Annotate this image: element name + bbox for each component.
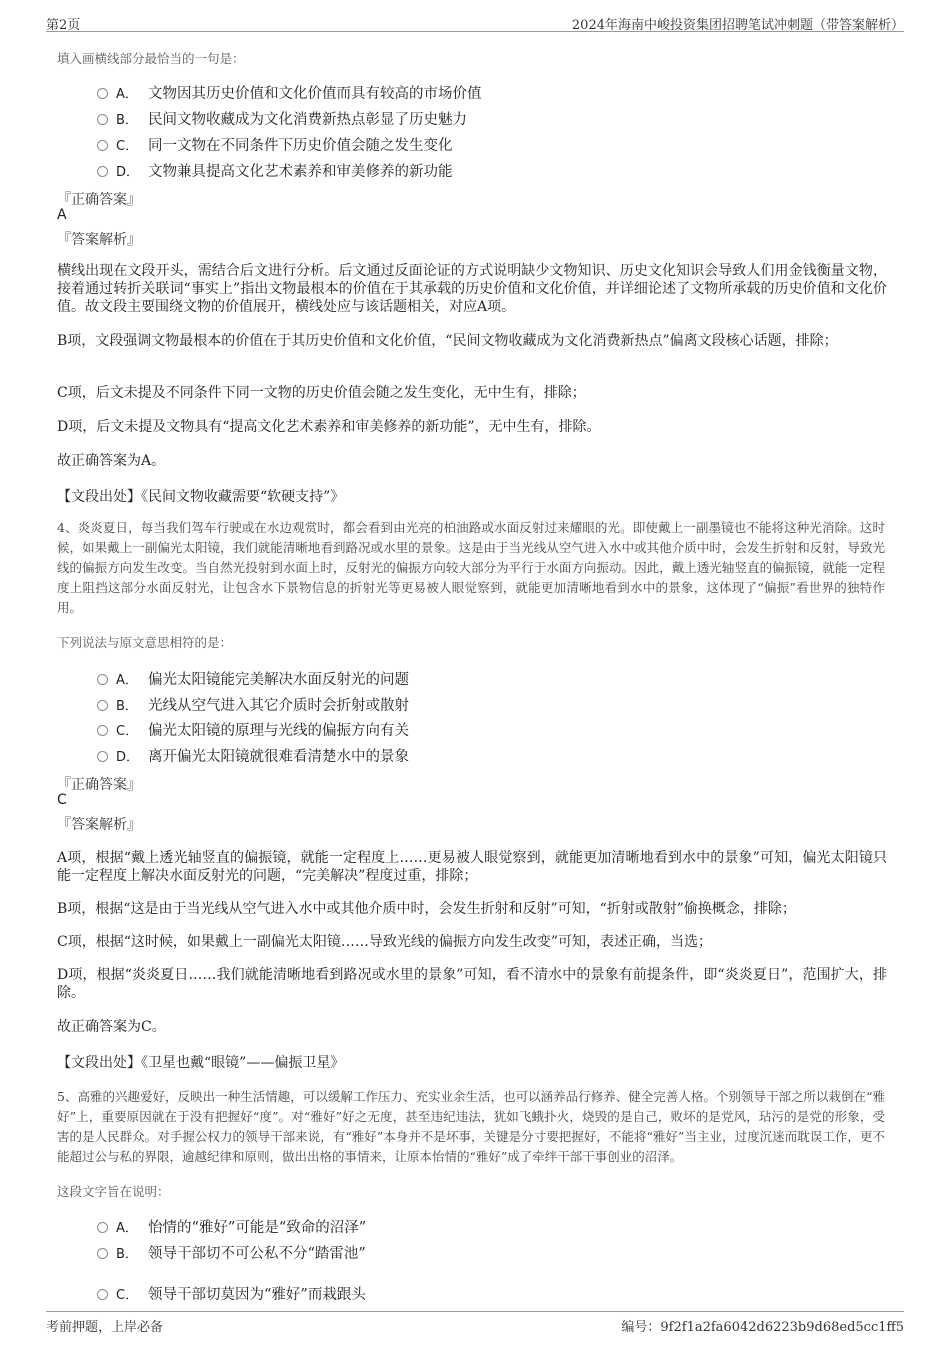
radio-icon[interactable] — [97, 725, 108, 736]
option-text: 民间文物收藏成为文化消费新热点彰显了历史魅力 — [148, 111, 467, 128]
q3-answer: A — [57, 207, 67, 223]
q3-option-d[interactable]: D． 文物兼具提高文化艺术素养和审美修养的新功能 — [97, 160, 453, 180]
option-text: 怡情的“雅好”可能是“致命的沼泽” — [148, 1219, 367, 1236]
option-text: 文物因其历史价值和文化价值而具有较高的市场价值 — [148, 85, 482, 102]
option-text: 同一文物在不同条件下历史价值会随之发生变化 — [148, 137, 453, 154]
page-number: 第2页 — [46, 18, 81, 33]
q3-option-c[interactable]: C． 同一文物在不同条件下历史价值会随之发生变化 — [97, 134, 453, 154]
page-footer — [46, 1311, 904, 1333]
q4-analysis-c: C项，根据“这时候，如果戴上一副偏光太阳镜……导致光线的偏振方向发生改变”可知，表述正确，当选； — [57, 934, 713, 950]
radio-icon[interactable] — [97, 140, 108, 151]
radio-icon[interactable] — [97, 114, 108, 125]
q4-option-c[interactable]: C． 偏光太阳镜的原理与光线的偏振方向有关 — [97, 719, 409, 739]
q4-analysis-d: D项，根据“炎炎夏日……我们就能清晰地看到路况或水里的景象”可知，看不清水中的景象有前提条件，即“炎炎夏日”，范围扩大，排除。 — [57, 967, 887, 1001]
q5-option-a[interactable]: A． 怡情的“雅好”可能是“致命的沼泽” — [97, 1216, 366, 1236]
q3-analysis-b: B项，文段强调文物最根本的价值在于其历史价值和文化价值，“民间文物收藏成为文化消费新热点”偏离文段核心话题，排除； — [57, 333, 838, 349]
q5-passage: 5、高雅的兴趣爱好，反映出一种生活情趣，可以缓解工作压力、充实业余生活，也可以涵养品行修养、健全完善人格。个别领导干部之所以栽倒在“雅好”上，重要原因就在于没有把握好“度”。对“雅好”好之无度，甚至违纪违法，犹如飞蛾扑火，烧毁的是自己，败坏的是党风，玷污的是党的形象，受害的是人民群众。对手握公权力的领导干部来说，有“雅好”本身并不是坏事，关键是分寸要把握好，不能将“雅好”当主业，过度沉迷而耽误工作，更不能超过公与私的界限，逾越纪律和原则，做出出格的事情来，让原本怡情的“雅好”成了牵绊干部干事创业的沼泽。 — [57, 1089, 885, 1164]
footer-slogan: 考前押题，上岸必备 — [46, 1320, 164, 1335]
q3-analysis-label: 『答案解析』 — [57, 232, 141, 248]
q4-conclusion: 故正确答案为C。 — [57, 1019, 166, 1035]
q5-prompt: 这段文字旨在说明： — [57, 1184, 170, 1199]
q3-analysis-c: C项，后文未提及不同条件下同一文物的历史价值会随之发生变化，无中生有，排除； — [57, 385, 586, 401]
q3-conclusion: 故正确答案为A。 — [57, 453, 166, 469]
radio-icon[interactable] — [97, 751, 108, 762]
q3-prompt: 填入画横线部分最恰当的一句是： — [57, 51, 245, 66]
option-text: 离开偏光太阳镜就很难看清楚水中的景象 — [148, 748, 409, 765]
q4-analysis-label: 『答案解析』 — [57, 817, 141, 833]
q3-option-b[interactable]: B． 民间文物收藏成为文化消费新热点彰显了历史魅力 — [97, 108, 467, 128]
q4-answer: C — [57, 792, 67, 808]
q4-prompt: 下列说法与原文意思相符的是： — [57, 635, 233, 650]
radio-icon[interactable] — [97, 1222, 108, 1233]
option-text: 光线从空气进入其它介质时会折射或散射 — [148, 697, 409, 714]
q4-option-b[interactable]: B． 光线从空气进入其它介质时会折射或散射 — [97, 694, 409, 714]
radio-icon[interactable] — [97, 1289, 108, 1300]
q4-source: 【文段出处】《卫星也戴“眼镜”——偏振卫星》 — [57, 1055, 345, 1071]
radio-icon[interactable] — [97, 1248, 108, 1259]
q4-analysis-a: A项，根据“戴上透光轴竖直的偏振镜，就能一定程度上……更易被人眼觉察到，就能更加清晰地看到水中的景象”可知，偏光太阳镜只能一定程度上解决水面反射光的问题，“完美解决”程度过重，排除； — [57, 850, 887, 884]
radio-icon[interactable] — [97, 166, 108, 177]
q5-option-b[interactable]: B． 领导干部切不可公私不分“踏雷池” — [97, 1242, 366, 1262]
q3-option-a[interactable]: A． 文物因其历史价值和文化价值而具有较高的市场价值 — [97, 82, 482, 102]
radio-icon[interactable] — [97, 700, 108, 711]
option-text: 领导干部切莫因为“雅好”而栽跟头 — [148, 1286, 366, 1303]
option-text: 偏光太阳镜的原理与光线的偏振方向有关 — [148, 722, 409, 739]
option-text: 偏光太阳镜能完美解决水面反射光的问题 — [148, 671, 409, 688]
q4-answer-label: 『正确答案』 — [57, 777, 141, 793]
q3-analysis-d: D项，后文未提及文物具有“提高文化艺术素养和审美修养的新功能”，无中生有，排除。 — [57, 419, 601, 435]
option-text: 文物兼具提高文化艺术素养和审美修养的新功能 — [148, 163, 453, 180]
option-text: 领导干部切不可公私不分“踏雷池” — [148, 1245, 366, 1262]
q3-source: 【文段出处】《民间文物收藏需要“软硬支持”》 — [57, 489, 345, 505]
q3-analysis-main: 横线出现在文段开头，需结合后文进行分析。后文通过反面论证的方式说明缺少文物知识、历史文化知识会导致人们用金钱衡量文物，接着通过转折关联词“事实上”指出文物最根本的价值在于其承载的历史价值和文化价值，并详细论述了文物所承载的历史价值和文化价值。故文段主要围绕文物的价值展开，横线处应与该话题相关，对应A项。 — [57, 263, 887, 315]
q5-option-c[interactable]: C． 领导干部切莫因为“雅好”而栽跟头 — [97, 1283, 366, 1303]
q3-answer-label: 『正确答案』 — [57, 192, 141, 208]
q4-option-a[interactable]: A． 偏光太阳镜能完美解决水面反射光的问题 — [97, 668, 409, 688]
radio-icon[interactable] — [97, 88, 108, 99]
document-code: 编号：9f2f1a2fa6042d6223b9d68ed5cc1ff5 — [621, 1320, 904, 1335]
q4-passage: 4、炎炎夏日，每当我们驾车行驶或在水边观赏时，都会看到由光亮的柏油路或水面反射过来耀眼的光。即使戴上一副墨镜也不能将这种光消除。这时候，如果戴上一副偏光太阳镜，我们就能清晰地看到路况或水里的景象。这是由于当光线从空气进入水中或其他介质中时，会发生折射和反射，导致光线的偏振方向发生改变。当自然光投射到水面上时，反射光的偏振方向较大部分为平行于水面方向振动。因此，戴上透光轴竖直的偏振镜，就能一定程度上阻挡这部分水面反射光，让包含水下景物信息的折射光等更易被人眼觉察到，就能更加清晰地看到水中的景象，这体现了“偏振”看世界的独特作用。 — [57, 520, 885, 615]
q4-analysis-b: B项，根据“这是由于当光线从空气进入水中或其他介质中时，会发生折射和反射”可知，“折射或散射”偷换概念，排除； — [57, 901, 796, 917]
page-header — [46, 12, 904, 32]
document-title: 2024年海南中峻投资集团招聘笔试冲刺题（带答案解析） — [571, 18, 904, 33]
radio-icon[interactable] — [97, 674, 108, 685]
q4-option-d[interactable]: D． 离开偏光太阳镜就很难看清楚水中的景象 — [97, 745, 409, 765]
